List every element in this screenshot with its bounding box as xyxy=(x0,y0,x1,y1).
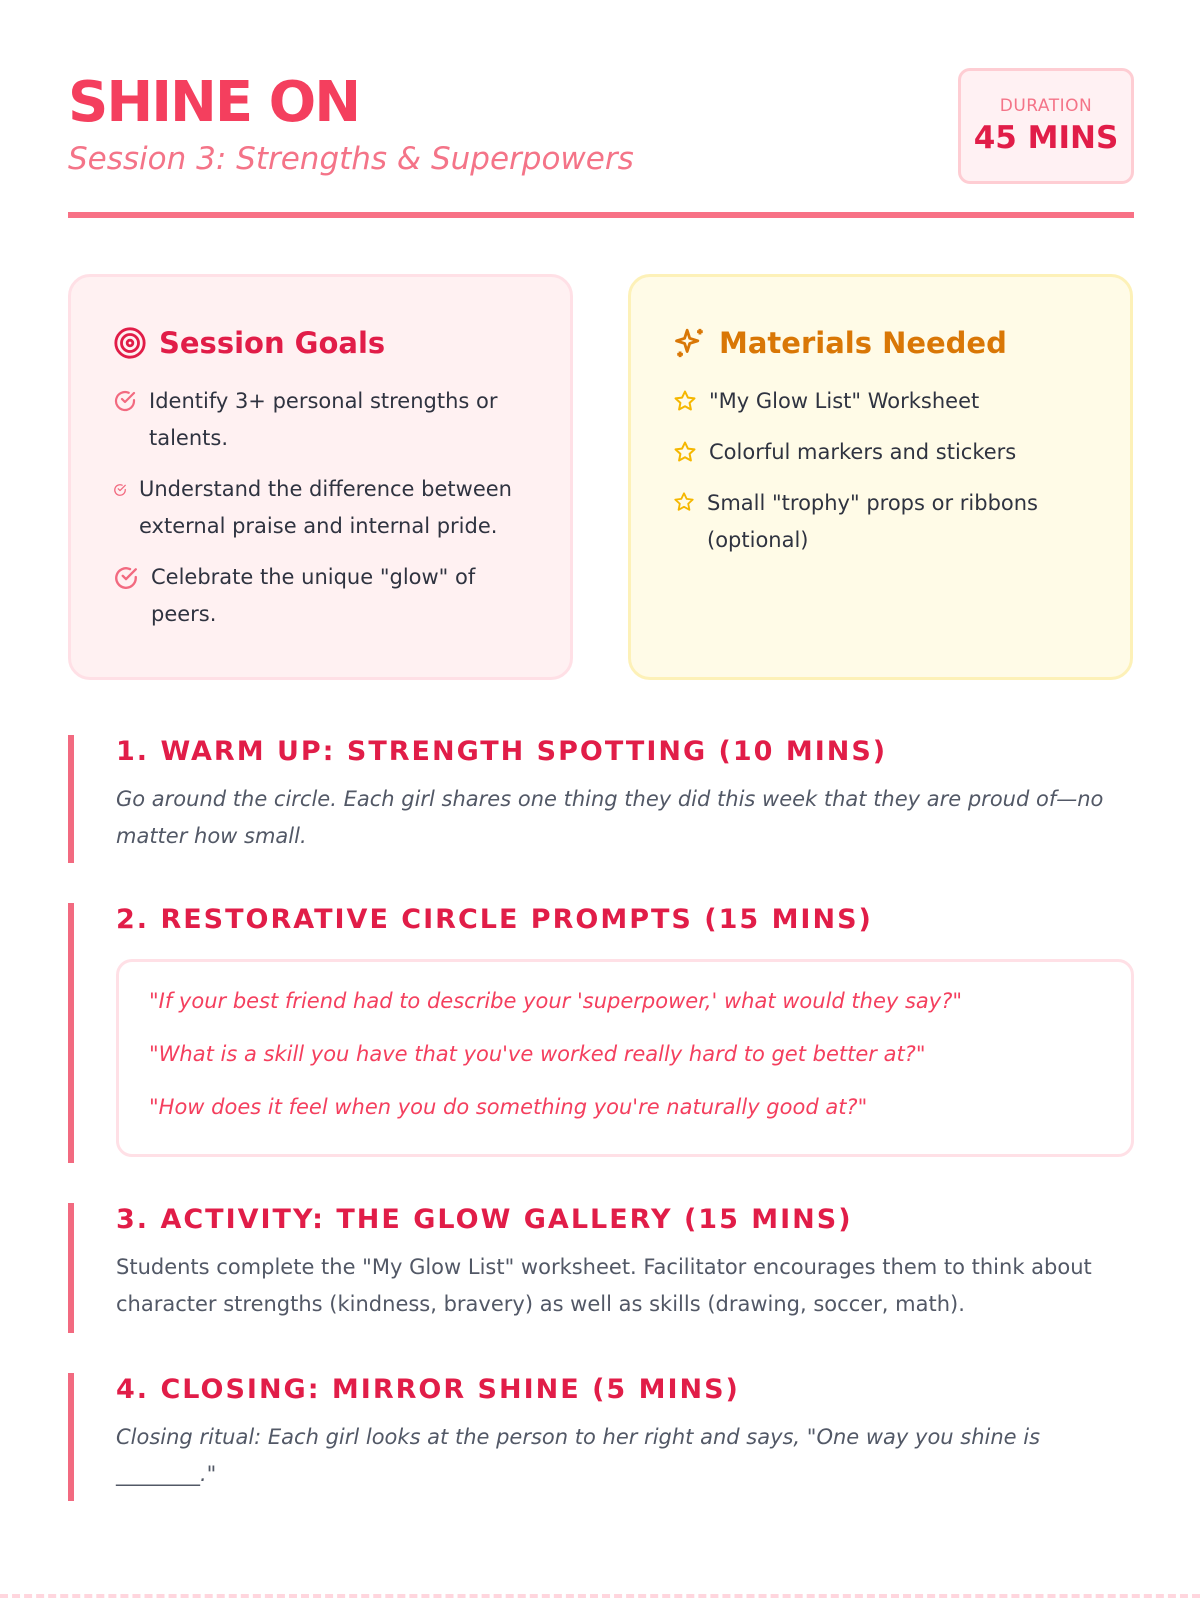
section-activity xyxy=(68,1203,1134,1333)
star-icon xyxy=(673,389,697,413)
sparkles-icon xyxy=(673,326,707,360)
section-title: 4. CLOSING: MIRROR SHINE (5 MINS) xyxy=(116,1374,740,1405)
prompt-item: "What is a skill you have that you've worked really hard to get better at?" xyxy=(149,1042,926,1066)
section-title: 2. RESTORATIVE CIRCLE PROMPTS (15 MINS) xyxy=(116,904,873,935)
section-body: Closing ritual: Each girl looks at the person to her right and says, "One way you shine is ________." xyxy=(116,1425,1041,1486)
material-item xyxy=(673,434,1090,471)
section-body: Go around the circle. Each girl shares one thing they did this week that they are proud of—no matter how small. xyxy=(116,787,1104,848)
goal-item xyxy=(113,383,530,457)
session-goals-card xyxy=(68,274,573,680)
prompts-box xyxy=(116,959,1134,1157)
page-title: SHINE ON xyxy=(68,70,360,135)
session-goals-title: Session Goals xyxy=(159,326,386,360)
check-circle-icon xyxy=(113,389,137,413)
goal-text: Celebrate the unique "glow" of peers. xyxy=(151,565,476,626)
header-divider xyxy=(68,212,1134,218)
check-circle-icon xyxy=(113,483,127,497)
star-icon xyxy=(673,491,695,513)
check-circle-icon xyxy=(113,565,139,591)
section-body: Students complete the "My Glow List" worksheet. Facilitator encourages them to think about character strengths (kindness, bravery) as well as skills (drawing, soccer, math). xyxy=(116,1255,1092,1316)
lesson-plan-page xyxy=(68,0,1134,1600)
goal-text: Understand the difference between external praise and internal pride. xyxy=(139,477,512,538)
material-text: "My Glow List" Worksheet xyxy=(709,389,980,413)
duration-value: 45 MINS xyxy=(973,120,1119,156)
goal-item xyxy=(113,559,530,633)
material-text: Colorful markers and stickers xyxy=(709,440,1017,464)
material-item xyxy=(673,383,1090,420)
duration-badge xyxy=(958,68,1134,184)
header xyxy=(68,72,1134,192)
section-warm-up xyxy=(68,735,1134,863)
materials-title: Materials Needed xyxy=(719,326,1007,360)
section-closing xyxy=(68,1373,1134,1501)
prompt-item: "How does it feel when you do something you're naturally good at?" xyxy=(149,1095,868,1119)
goal-text: Identify 3+ personal strengths or talents. xyxy=(149,389,498,450)
target-icon xyxy=(113,326,147,360)
session-subtitle: Session 3: Strengths & Superpowers xyxy=(68,141,634,177)
section-title: 3. ACTIVITY: THE GLOW GALLERY (15 MINS) xyxy=(116,1204,853,1235)
goal-item xyxy=(113,471,530,545)
page-bottom-border xyxy=(0,1594,1200,1598)
star-icon xyxy=(673,440,697,464)
material-item xyxy=(673,485,1090,559)
section-circle-prompts xyxy=(68,903,1134,1163)
prompt-item: "If your best friend had to describe your 'superpower,' what would they say?" xyxy=(149,989,963,1013)
duration-label: DURATION xyxy=(999,96,1093,116)
section-title: 1. WARM UP: STRENGTH SPOTTING (10 MINS) xyxy=(116,736,888,767)
material-text: Small "trophy" props or ribbons (optional) xyxy=(707,491,1038,552)
materials-card xyxy=(628,274,1133,680)
